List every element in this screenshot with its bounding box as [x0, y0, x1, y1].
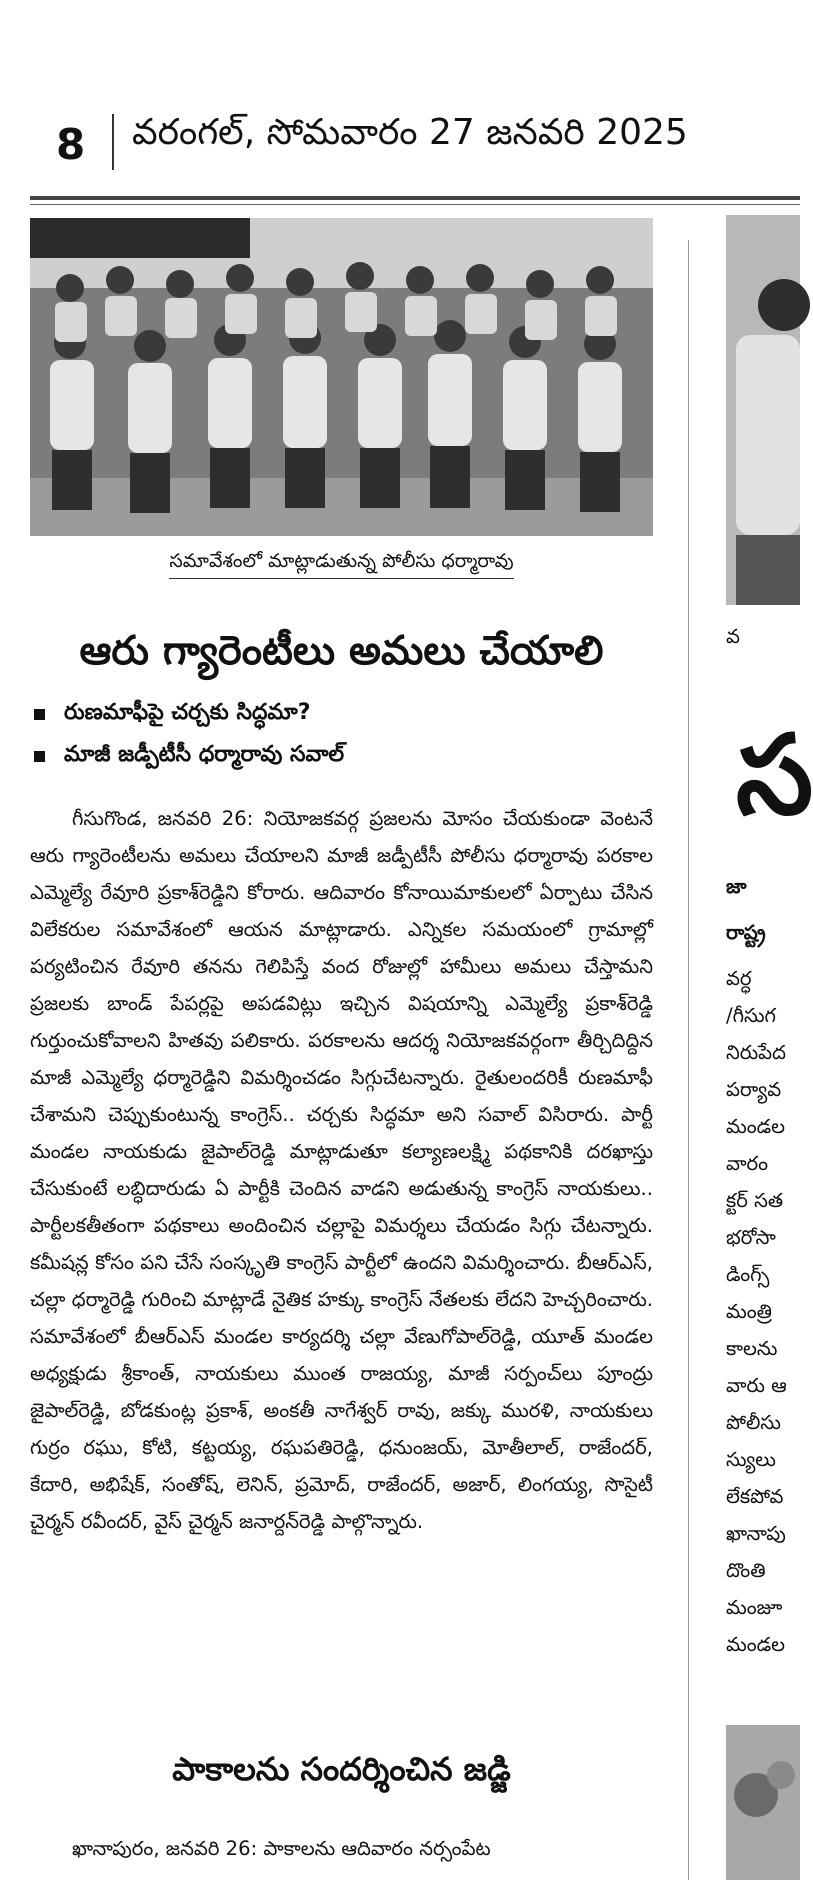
- adjacent-photo: [726, 215, 800, 605]
- adjacent-text-line: లేకపోవ: [726, 1485, 784, 1508]
- adjacent-text-line: దొంతి: [726, 1559, 766, 1582]
- adjacent-text-line: భరోసా: [726, 1226, 776, 1249]
- header-separator: [112, 114, 114, 170]
- adjacent-text-line: పోలీసు: [726, 1411, 781, 1434]
- subhead-bullet: రుణమాఫీపై చర్చకు సిద్ధమా?: [30, 700, 653, 730]
- adjacent-text-line: వారు ఆ: [726, 1374, 787, 1397]
- photo-caption: [30, 550, 653, 577]
- adjacent-text-line: నిరుపేద: [726, 1041, 786, 1064]
- second-story-headline: పాకాలను సందర్శించిన జడ్జి: [172, 1750, 511, 1788]
- adjacent-text-line: స్యులు: [726, 1448, 776, 1471]
- adjacent-text-line: వర్ధ: [726, 967, 752, 990]
- adjacent-subhead-fragment: జా: [726, 875, 747, 898]
- adjacent-photo-illustration: [726, 215, 800, 605]
- adjacent-text-line: వారం: [726, 1152, 769, 1175]
- adjacent-text-line: కాలను: [726, 1337, 778, 1360]
- group-photo-illustration: [30, 218, 653, 536]
- adjacent-text-line: మండల: [726, 1633, 786, 1656]
- adjacent-text-line: క్టర్ సత: [726, 1189, 784, 1212]
- photo-caption-text: సమావేశంలో మాట్లాడుతున్న పోలీసు ధర్మారావు: [169, 550, 513, 579]
- header-rule-thin: [30, 204, 800, 205]
- adjacent-photo-2: [726, 1725, 800, 1880]
- adjacent-text-line: మంజూ: [726, 1596, 783, 1619]
- column-divider: [688, 240, 689, 1880]
- adjacent-text-line: మంత్రి: [726, 1300, 772, 1323]
- adjacent-headline-glyph: స: [736, 711, 813, 839]
- second-story-body: ఖానాపురం, జనవరి 26: పాకాలను ఆదివారం నర్సంపేట: [72, 1837, 491, 1860]
- dateline: వరంగల్, సోమవారం 27 జనవరి 2025: [132, 112, 688, 153]
- story-body: గీసుగొండ, జనవరి 26: నియోజకవర్గ ప్రజలను మోసం చేయకుండా వెంటనే ఆరు గ్యారెంటీలను అమలు చేయాలని మాజీ జడ్పీటీసీ పోలీసు ధర్మారావు పరకాల ఎమ్మెల్యే రేవూరి ప్రకాశ్‌రెడ్డిని కోరారు. ఆదివారం కోనాయిమాకులలో ఏర్పాటు చేసిన విలేకరుల సమావేశంలో ఆయన మాట్లాడారు. ఎన్నికల సమయంలో గ్రామాల్లో పర్యటించిన రేవూరి తనను గెలిపిస్తే వంద రోజుల్లో హామీలు అమలు చేస్తామని ప్రజలకు బాండ్ పేపర్లపై అపడవిట్లు ఇచ్చిన విషయాన్ని ఎమ్మెల్యే ప్రకాశ్‌రెడ్డి గుర్తుంచుకోవాలని హితవు పలికారు. పరకాలను ఆదర్శ నియోజకవర్గంగా తీర్చిదిద్దిన మాజీ ఎమ్మెల్యే ధర్మారెడ్డిని విమర్శించడం సిగ్గుచేటన్నారు. రైతులందరికీ రుణమాఫీ చేశామని చెప్పుకుంటున్న కాంగ్రెస్.. చర్చకు సిద్ధమా అని సవాల్ విసిరారు. పార్టీ మండల నాయకుడు జైపాల్‌రెడ్డి మాట్లాడుతూ కల్యాణలక్ష్మి పథకానికి దరఖాస్తు చేసుకుంటే లబ్ధిదారుడు ఏ పార్టీకి చెందిన వాడని అడుతున్న కాంగ్రెస్ నాయకులు.. పార్టీలకతీతంగా పథకాలు అందించిన చల్లాపై విమర్శలు చేయడం సిగ్గు చేటన్నారు. కమీషన్ల కోసం పని చేసే సంస్కృతి కాంగ్రెస్ పార్టీలో ఉందని విమర్శించారు. బీఆర్ఎస్, చల్లా ధర్మారెడ్డి గురించి మాట్లాడే నైతిక హక్కు కాంగ్రెస్ నేతలకు లేదని హెచ్చరించారు. సమావేశంలో బీఆర్ఎస్ మండల కార్యదర్శి చల్లా వేణుగోపాల్‌రెడ్డి, యూత్ మండల అధ్యక్షుడు శ్రీకాంత్, నాయకులు ముంత రాజయ్య, మాజీ సర్పంచ్‌లు పూంద్రు జైపాల్‌రెడ్డి, బోడకుంట్ల ప్రకాశ్, అంకతీ నాగేశ్వర్ రావు, జక్కు మురళి, నాయకులు గుర్రం రఘు, కోటి, కట్టయ్య, రఘపతిరెడ్డి, ధనుంజయ్, మోతీలాల్, రాజేందర్, కేదారి, అభిషేక్, సంతోష్, లెనిన్, ప్రమోద్, రాజేందర్, అజార్, లింగయ్య, సొసైటీ చైర్మన్ రవీందర్, వైస్ చైర్మన్ జనార్దన్‌రెడ్డి పాల్గొన్నారు.: [30, 807, 653, 1533]
- header-rule-thick: [30, 196, 800, 200]
- adjacent-column: [726, 215, 813, 1880]
- page-header: [0, 0, 800, 200]
- story-subheads: [30, 700, 653, 784]
- adjacent-subhead-fragment: రాష్ట్ర: [726, 921, 766, 944]
- story-photo: [30, 218, 653, 536]
- adjacent-text-line: ఖానాపు: [726, 1522, 786, 1545]
- adjacent-text-line: మండల: [726, 1115, 786, 1138]
- adjacent-text-line: డింగ్స్: [726, 1263, 770, 1286]
- adjacent-caption-fragment: వ: [726, 625, 740, 648]
- page-number: 8: [56, 120, 86, 169]
- subhead-bullet: మాజీ జడ్పీటీసీ ధర్మారావు సవాల్: [30, 742, 653, 772]
- story-headline: ఆరు గ్యారెంటీలు అమలు చేయాలి: [79, 628, 604, 674]
- adjacent-text-line: /గీసుగ: [726, 1004, 776, 1027]
- adjacent-text-line: పర్యావ: [726, 1078, 782, 1101]
- adjacent-photo-2-illustration: [726, 1725, 800, 1880]
